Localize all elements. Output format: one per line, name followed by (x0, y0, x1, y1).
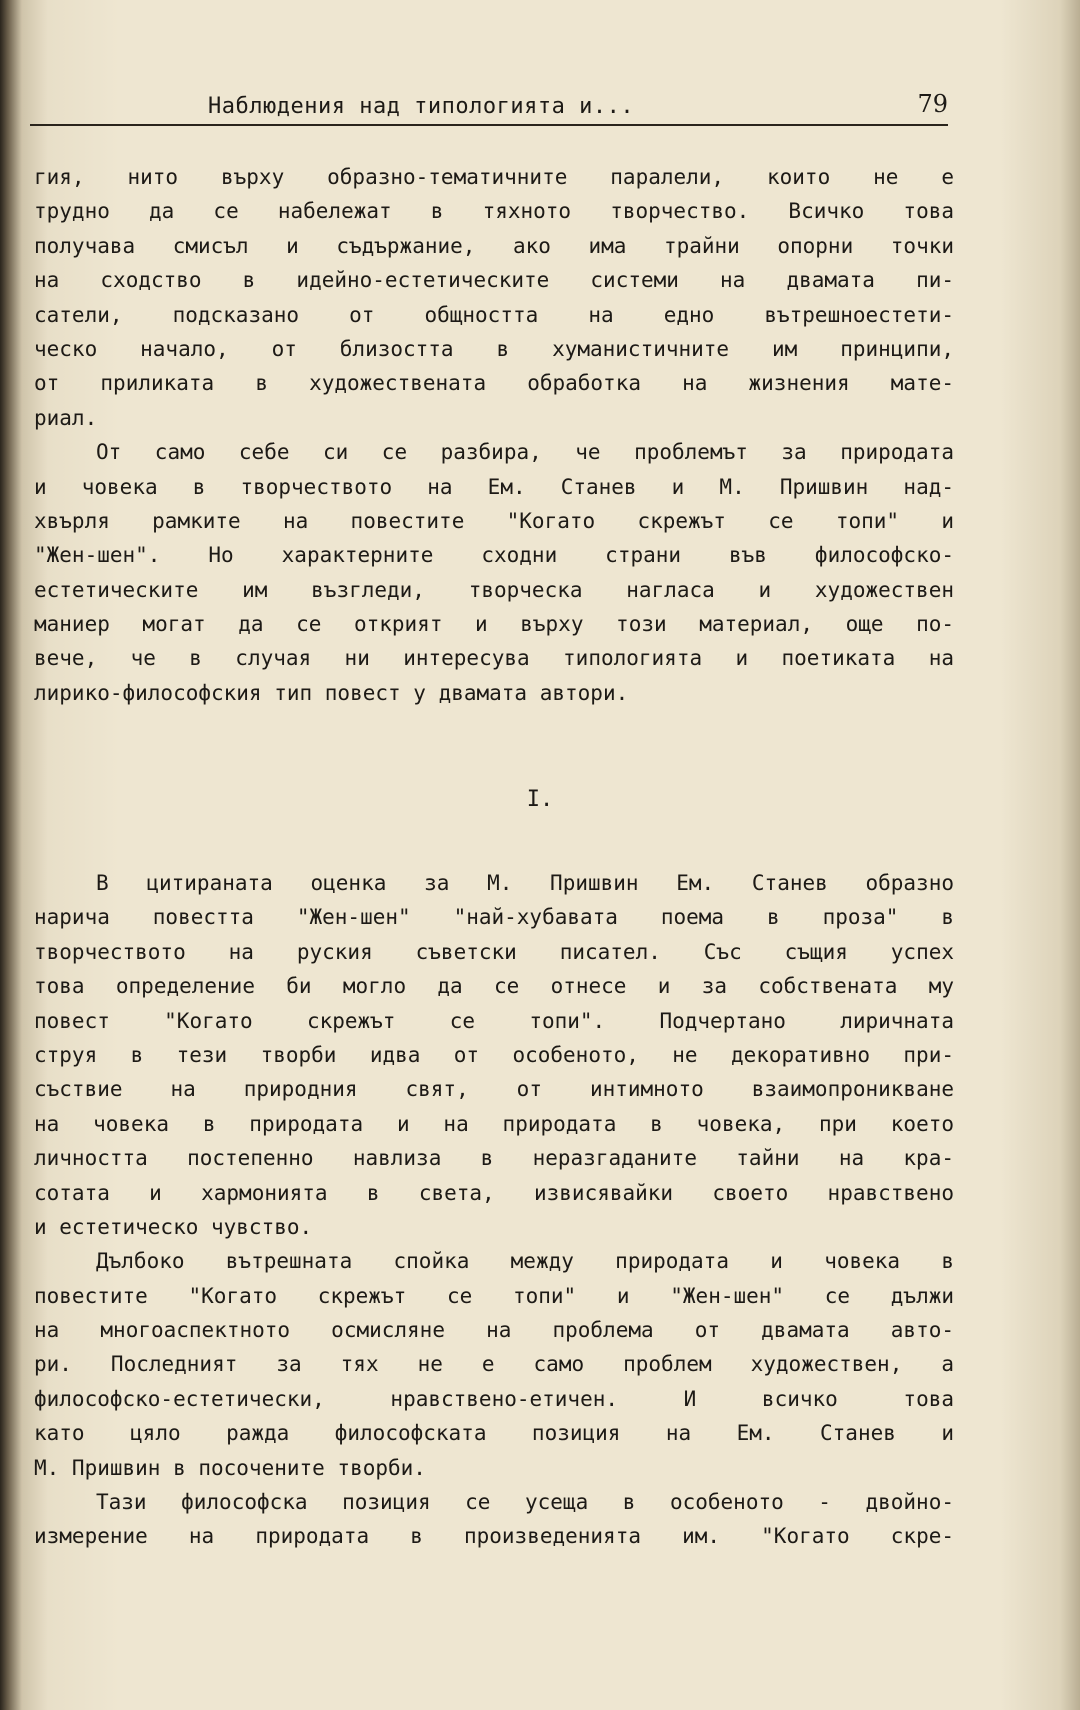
text-line: измерение на природата в произведенията им. "Когато скре- (34, 1524, 954, 1549)
text-line: сотата и хармонията в света, извисявайки своето нравствено (34, 1180, 954, 1205)
text-line: трудно да се набележат в тяхното творчество. Всичко това (34, 199, 954, 224)
text-line: гия, нито върху образно-тематичните паралели, които не е (34, 165, 954, 189)
text-line: на сходство в идейно-естетическите системи на двамата пи- (34, 268, 954, 293)
running-title: Наблюдения над типологията и... (208, 94, 635, 119)
text-line: личността постепенно навлиза в неразгаданите тайни на кра- (34, 1146, 954, 1171)
text-line: вече, че в случая ни интересува типологията и поетиката на (34, 646, 954, 671)
text-line: като цяло ражда философската позиция на Ем. Станев и (34, 1421, 954, 1446)
text-line: и човека в творчеството на Ем. Станев и М. Пришвин над- (34, 474, 954, 499)
text-line: Тази философска позиция се усеща в особеното - двойно- (96, 1490, 954, 1515)
text-line: хвърля рамките на повестите "Когато скрежът се топи" и (34, 508, 954, 533)
text-line: естетическите им възгледи, творческа нагласа и художествен (34, 577, 954, 602)
text-line: това определение би могло да се отнесе и за собствената му (34, 974, 954, 999)
section-mark: I. (526, 787, 554, 812)
text-line: ри. Последният за тях не е само проблем художествен, а (34, 1352, 954, 1377)
text-line: получава смисъл и съдържание, ако има трайни опорни точки (34, 233, 954, 258)
text-line: лирико-философския тип повест у двамата автори. (34, 680, 629, 705)
text-line: М. Пришвин в посочените творби. (34, 1455, 426, 1480)
text-line: маниер могат да се открият и върху този материал, още по- (34, 612, 954, 637)
text-line: на многоаспектното осмисляне на проблема от двамата авто- (34, 1318, 954, 1343)
paragraph-block-1 (34, 160, 954, 710)
text-line: творчеството на руския съветски писател. Със същия успех (34, 939, 954, 964)
text-line: От само себе си се разбира, че проблемът за природата (96, 440, 954, 465)
text-line: на човека в природата и на природата в човека, при което (34, 1111, 954, 1136)
text-line: В цитираната оценка за М. Пришвин Ем. Станев образно (96, 871, 954, 895)
text-line: нарича повестта "Жен-шен" "най-хубавата поема в проза" в (34, 905, 954, 930)
paragraph-block-2 (34, 866, 954, 1554)
text-line: философско-естетически, нравствено-етичен. И всичко това (34, 1386, 954, 1411)
text-line: сатели, подсказано от общността на едно вътрешноестети- (34, 302, 954, 327)
header-rule (30, 124, 948, 126)
page-number: 79 (917, 90, 948, 118)
text-line: съствие на природния свят, от интимното взаимопроникване (34, 1077, 954, 1102)
text-line: риал. (34, 405, 98, 430)
text-line: от приликата в художествената обработка на жизнения мате- (34, 371, 954, 396)
text-line: струя в тези творби идва от особеното, не декоративно при- (34, 1042, 954, 1067)
page-header (30, 86, 948, 126)
text-line: повестите "Когато скрежът се топи" и "Жен-шен" се дължи (34, 1283, 954, 1308)
text-line: "Жен-шен". Но характерните сходни страни във философско- (34, 543, 954, 568)
text-line: и естетическо чувство. (34, 1214, 313, 1239)
text-line: ческо начало, от близостта в хуманистичните им принципи, (34, 336, 954, 361)
text-line: повест "Когато скрежът се топи". Подчертано лиричната (34, 1008, 954, 1033)
text-line: Дълбоко вътрешната спойка между природата и човека в (96, 1249, 954, 1274)
